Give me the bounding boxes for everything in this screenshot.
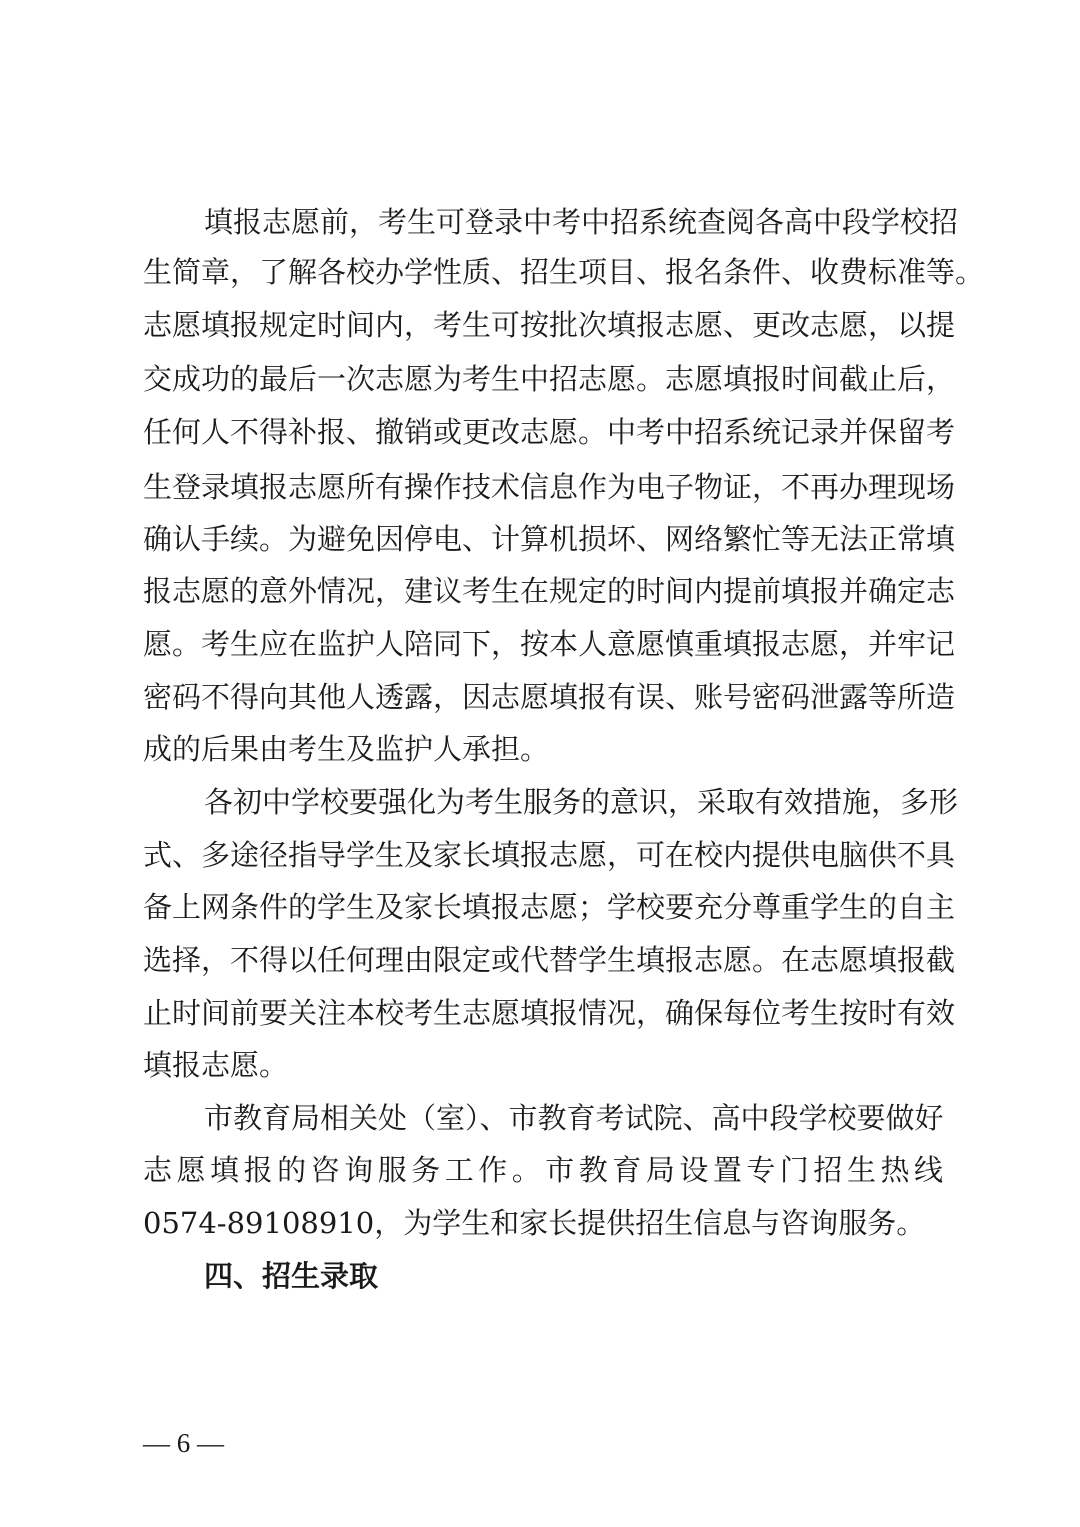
paragraph-2-line-2: 式、多途径指导学生及家长填报志愿，可在校内提供电脑供不具: [143, 838, 956, 872]
paragraph-1-line-3: 志愿填报规定时间内，考生可按批次填报志愿、更改志愿，以提: [143, 308, 956, 342]
paragraph-1-line-9: 愿。考生应在监护人陪同下，按本人意愿慎重填报志愿，并牢记: [143, 627, 956, 661]
paragraph-1-line-6: 生登录填报志愿所有操作技术信息作为电子物证，不再办理现场: [143, 470, 956, 504]
paragraph-2-line-1: 各初中学校要强化为考生服务的意识，采取有效措施，多形: [204, 785, 959, 819]
paragraph-3-line-2: 志愿填报的咨询服务工作。市教育局设置专门招生热线: [143, 1153, 943, 1187]
paragraph-1-line-2: 生简章，了解各校办学性质、招生项目、报名条件、收费标准等。: [143, 255, 985, 289]
paragraph-1-line-8: 报志愿的意外情况，建议考生在规定的时间内提前填报并确定志: [143, 574, 956, 608]
section-heading: 四、招生录取: [204, 1259, 379, 1293]
page-number: — 6 —: [143, 1428, 224, 1458]
paragraph-2-line-6: 填报志愿。: [143, 1048, 289, 1082]
paragraph-1-line-11: 成的后果由考生及监护人承担。: [143, 732, 550, 766]
paragraph-2-line-5: 止时间前要关注本校考生志愿填报情况，确保每位考生按时有效: [143, 996, 956, 1030]
paragraph-1-line-4: 交成功的最后一次志愿为考生中招志愿。志愿填报时间截止后，: [143, 362, 956, 396]
paragraph-1-line-7: 确认手续。为避免因停电、计算机损坏、网络繁忙等无法正常填: [143, 522, 956, 556]
paragraph-1-line-5: 任何人不得补报、撤销或更改志愿。中考中招系统记录并保留考: [143, 415, 956, 449]
paragraph-2-line-3: 备上网条件的学生及家长填报志愿；学校要充分尊重学生的自主: [143, 890, 956, 924]
paragraph-2-line-4: 选择，不得以任何理由限定或代替学生填报志愿。在志愿填报截: [143, 943, 956, 977]
paragraph-3-line-1: 市教育局相关处（室）、市教育考试院、高中段学校要做好: [204, 1101, 944, 1135]
paragraph-1-line-1: 填报志愿前，考生可登录中考中招系统查阅各高中段学校招: [204, 205, 959, 239]
paragraph-3-line-3: 0574-89108910，为学生和家长提供招生信息与咨询服务。: [143, 1206, 926, 1240]
paragraph-1-line-10: 密码不得向其他人透露，因志愿填报有误、账号密码泄露等所造: [143, 680, 956, 714]
